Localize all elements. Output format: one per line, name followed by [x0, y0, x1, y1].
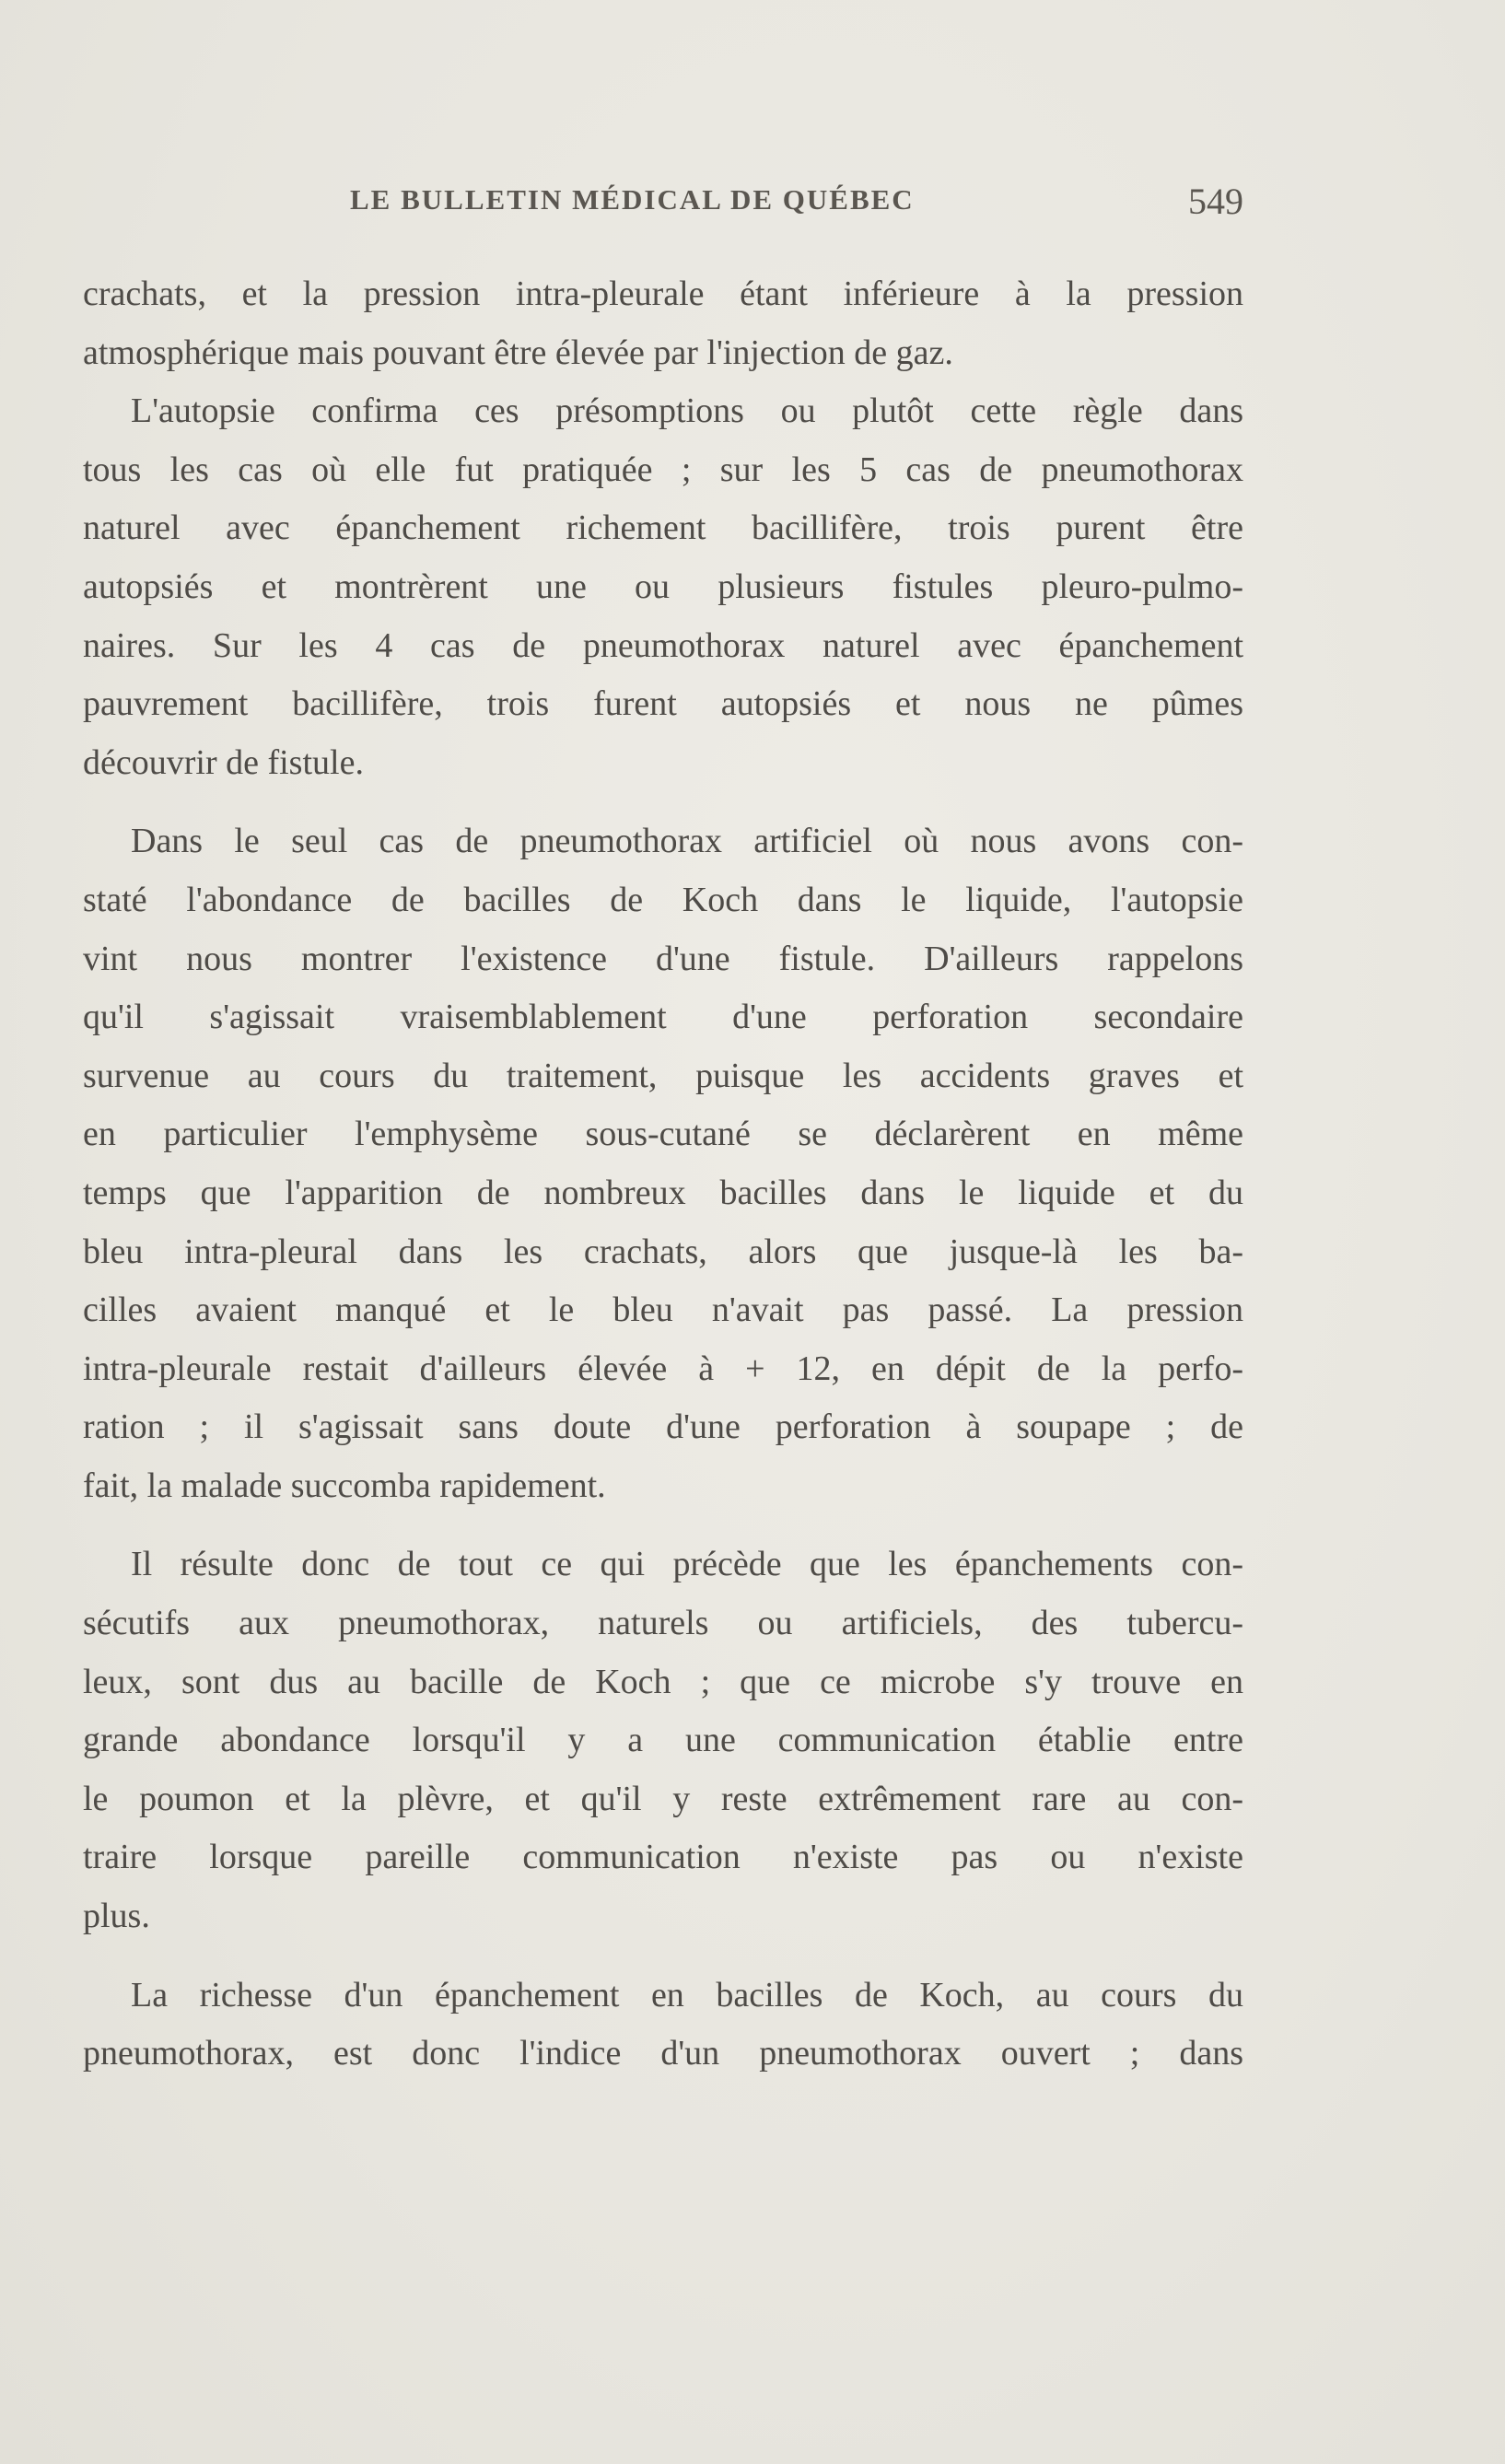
text-line: bleu intra-pleural dans les crachats, alors que jusque-là les ba-: [83, 1232, 1243, 1271]
text-line: plus.: [83, 1897, 150, 1936]
text-line: tous les cas où elle fut pratiquée ; sur les 5 cas de pneumothorax: [83, 450, 1243, 489]
text-line: La richesse d'un épanchement en bacilles de Koch, au cours du: [131, 1975, 1243, 2014]
page-header: [83, 180, 1243, 226]
text-line: Il résulte donc de tout ce qui précède que les épanchements con-: [131, 1545, 1243, 1584]
text-line: fait, la malade succomba rapidement.: [83, 1466, 606, 1505]
text-line: le poumon et la plèvre, et qu'il y reste extrêmement rare au con-: [83, 1779, 1243, 1818]
text-line: autopsiés et montrèrent une ou plusieurs fistules pleuro-pulmo-: [83, 566, 1243, 606]
text-line: traire lorsque pareille communication n'existe pas ou n'existe: [83, 1838, 1243, 1877]
text-line: survenue au cours du traitement, puisque les accidents graves et: [83, 1056, 1243, 1095]
text-line: staté l'abondance de bacilles de Koch dans le liquide, l'autopsie: [83, 880, 1243, 919]
text-line: qu'il s'agissait vraisemblablement d'une perforation secondaire: [83, 998, 1243, 1037]
text-line: leux, sont dus au bacille de Koch ; que ce microbe s'y trouve en: [83, 1662, 1243, 1701]
text-line: cilles avaient manqué et le bleu n'avait pas passé. La pression: [83, 1290, 1243, 1330]
text-line: pneumothorax, est donc l'indice d'un pneumothorax ouvert ; dans: [83, 2034, 1243, 2073]
text-line: découvrir de fistule.: [83, 742, 364, 782]
text-line: vint nous montrer l'existence d'une fistule. D'ailleurs rappelons: [83, 939, 1243, 978]
text-line: L'autopsie confirma ces présomptions ou plutôt cette règle dans: [131, 391, 1243, 431]
running-title: LE BULLETIN MÉDICAL DE QUÉBEC: [350, 183, 915, 216]
text-line: ration ; il s'agissait sans doute d'une perforation à soupape ; de: [83, 1407, 1243, 1447]
text-line: en particulier l'emphysème sous-cutané se déclarèrent en même: [83, 1115, 1243, 1154]
paragraph-2: [83, 812, 1243, 1515]
text-line: naturel avec épanchement richement bacillifère, trois purent être: [83, 508, 1243, 548]
text-line: crachats, et la pression intra-pleurale étant inférieure à la pression: [83, 274, 1243, 313]
text-line: grande abondance lorsqu'il y a une communication établie entre: [83, 1721, 1243, 1760]
text-line: Dans le seul cas de pneumothorax artificiel où nous avons con-: [131, 822, 1243, 861]
text-line: naires. Sur les 4 cas de pneumothorax naturel avec épanchement: [83, 625, 1243, 665]
page-number: 549: [1188, 181, 1243, 222]
text-line: sécutifs aux pneumothorax, naturels ou artificiels, des tubercu-: [83, 1604, 1243, 1643]
text-line: atmosphérique mais pouvant être élevée par l'injection de gaz.: [83, 333, 953, 372]
text-line: intra-pleurale restait d'ailleurs élevée à + 12, en dépit de la perfo-: [83, 1349, 1243, 1388]
paragraph-3: [83, 1536, 1243, 1945]
paragraph-4: [83, 1967, 1243, 2084]
paragraph-1: [83, 265, 1243, 792]
body-text: [83, 265, 1243, 2084]
text-line: temps que l'apparition de nombreux bacilles dans le liquide et du: [83, 1173, 1243, 1212]
text-line: pauvrement bacillifère, trois furent autopsiés et nous ne pûmes: [83, 684, 1243, 724]
